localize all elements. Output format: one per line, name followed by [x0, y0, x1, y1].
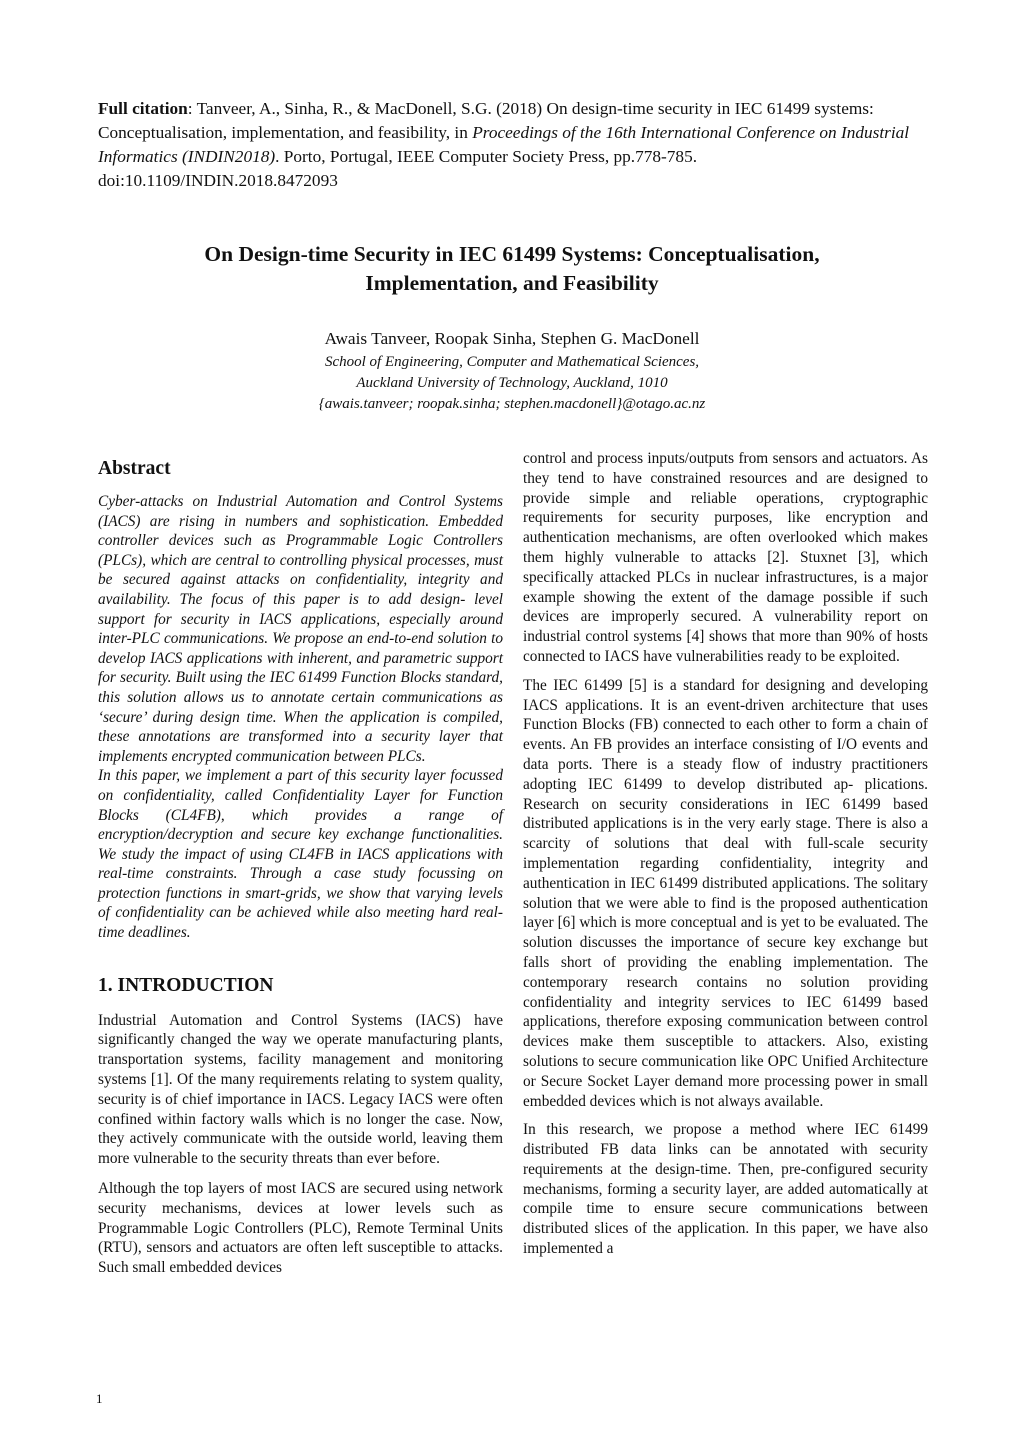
intro-paragraph-1: Industrial Automation and Control Systems (IACS) have significantly changed the way we operate manufacturing plants, transportation systems, facility management and monitoring systems [1]. Of the many requirements relating to system quality, security is of chief importance in IACS. Legacy IACS were often confined within factory walls which is no longer the case. Now, they actively communicate with the outside world, leaving them more vulnerable to the security threats than ever before. — [98, 1011, 503, 1168]
abstract-paragraph-2: In this paper, we implement a part of this security layer focussed on confidentiality, called Confidentiality Layer for Function Blocks (CL4FB), which provides a range of encryption/decryption and secure key exchange functionalities. We study the impact of using CL4FB in IACS applications with real-time constraints. Through a case study focussing on protection functions in smart-grids, we show that varying levels of confidentiality can be achieved while also meeting hard real-time deadlines. — [98, 767, 503, 942]
paper-authors: Awais Tanveer, Roopak Sinha, Stephen G. MacDonell — [324, 329, 700, 348]
intro-paragraph-2: Although the top layers of most IACS are secured using network security mechanisms, devices at lower levels such as Programmable Logic Controllers (PLC), Remote Terminal Units (RTU), sensors and actuators are often left susceptible to attacks. Such small embedded devices — [98, 1180, 503, 1277]
paper-title-line2: Implementation, and Feasibility — [365, 271, 659, 295]
intro-paragraph-4: The IEC 61499 [5] is a standard for designing and developing IACS applications. It is an event-driven architecture that uses Function Blocks (FB) connected to each other to form a chain of events. An FB provides an interface consisting of I/O events and data ports. There is a steady flow of industry practitioners adopting IEC 61499 to develop distributed ap- plications. Research on security considerations in IEC 61499 based distributed applications is in the very early stage. There is also a scarcity of solutions that deal with full-scale security implementation regarding confidentiality, integrity and authentication in IEC 61499 distributed applications. The solitary solution that we were able to find is the proposed authentication layer [6] which is more conceptual and is yet to be evaluated. The solution discusses the importance of secure key exchange but falls short of providing the enabling implementation. The contemporary research contains no solution providing confidentiality and integrity services to IEC 61499 based applications, therefore exposing communication between control devices make them susceptible to attackers. Also, existing solutions to secure communication like OPC Unified Architecture or Secure Socket Layer demand more processing power in small embedded devices which is not always available. — [523, 676, 928, 1110]
full-citation — [98, 97, 928, 193]
paper-title — [60, 240, 964, 298]
citation-proceedings: Proceedings of the 16th International Conference on Industrial Informatics (INDIN2018) — [98, 123, 910, 166]
affiliation-line1: School of Engineering, Computer and Mathematical Sciences, — [324, 354, 700, 370]
page-number: 1 — [96, 1391, 103, 1406]
citation-label: Full citation — [98, 99, 188, 118]
intro-paragraph-3: control and process inputs/outputs from sensors and actuators. As they tend to have constrained resources and are designed to provide simple and reliable operations, cryptographic requirements for security purposes, like encryption and authentication mechanisms, are often overlooked which makes them highly vulnerable to attacks [2]. Stuxnet [3], which specifically attacked PLCs in nuclear infrastructures, is a major example showing the extent of the damage possible if such devices are improperly secured. A vulnerability report on industrial control systems [4] shows that more than 90% of hosts connected to IACS have vulnerabilities ready to be exploited. — [523, 450, 928, 665]
citation-text-part1: : Tanveer, A., Sinha, R., & MacDonell, S.G. (2018) On design-time security in IEC 61499 systems: Conceptualisation, implementation, and feasibility, in — [98, 99, 874, 142]
intro-paragraph-5: In this research, we propose a method where IEC 61499 distributed FB data links can be annotated with security requirements at the design-time. Then, pre-configured security mechanisms, forming a security layer, are added automatically at compile time to ensure secure communications between distributed slices of the application. In this paper, we have also implemented a — [523, 1121, 928, 1258]
citation-text-part2: . Porto, Portugal, IEEE Computer Society Press, pp.778-785. doi:10.1109/INDIN.2018.8472093 — [98, 147, 698, 190]
paper-title-line1: On Design-time Security in IEC 61499 Systems: Conceptualisation, — [204, 242, 820, 266]
author-emails: {awais.tanveer; roopak.sinha; stephen.macdonell}@otago.ac.nz — [318, 396, 706, 412]
left-column — [98, 456, 503, 1278]
right-column — [523, 449, 928, 1259]
abstract-paragraph-1: Cyber-attacks on Industrial Automation and Control Systems (IACS) are rising in numbers and sophistication. Embedded controller devices such as Programmable Logic Controllers (PLCs), which are central to controlling physical processes, must be secured against attacks on confidentiality, integrity and availability. The focus of this paper is to add design- level support for security in IACS applications, especially around inter-PLC communications. We propose an end-to-end solution to develop IACS applications with inherent, and parametric support for security. Built using the IEC 61499 Function Blocks standard, this solution allows us to annotate certain communications as ‘secure’ during design time. When the application is compiled, these annotations are transformed into a security layer that implements encrypted communication between PLCs. — [98, 493, 503, 765]
introduction-heading: 1. INTRODUCTION — [98, 974, 274, 996]
abstract-heading: Abstract — [98, 458, 171, 479]
affiliation-line2: Auckland University of Technology, Auckland, 1010 — [356, 375, 668, 391]
